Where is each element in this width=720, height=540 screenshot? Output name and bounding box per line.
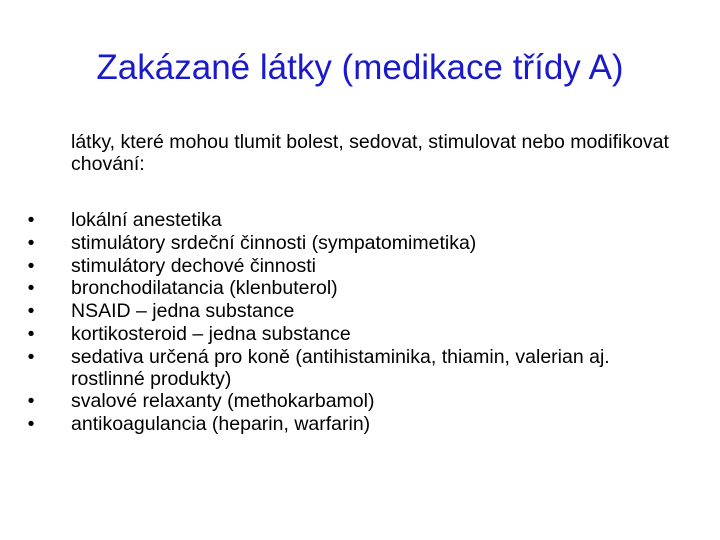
bullet-icon: • [27, 254, 35, 277]
list-item-text: sedativa určená pro koně (antihistaminika, thiamin, valerian aj. rostlinné produkty) [71, 345, 610, 390]
list-item-text: NSAID – jedna substance [71, 300, 295, 322]
slide-title: Zakázané látky (medikace třídy A) [96, 48, 624, 87]
list-item-text: kortikosteroid – jedna substance [71, 322, 351, 345]
list-item [24, 413, 664, 435]
list-item-text: svalové relaxanty (methokarbamol) [71, 390, 375, 413]
list-item-text: bronchodilatancia (klenbuterol) [71, 277, 338, 300]
list-item [24, 390, 664, 412]
bullet-icon: • [27, 390, 35, 413]
list-item [24, 232, 664, 254]
bullet-icon: • [27, 277, 35, 300]
bullet-icon: • [27, 231, 35, 254]
list-item [24, 255, 664, 277]
list-item [24, 300, 664, 322]
bullet-list [24, 209, 664, 436]
bullet-icon: • [27, 209, 35, 231]
bullet-icon: • [27, 345, 35, 368]
list-item-text: lokální anestetika [71, 209, 222, 231]
bullet-icon: • [27, 300, 35, 322]
list-item [24, 209, 664, 231]
list-item-text: stimulátory srdeční činnosti (sympatomimetika) [71, 231, 477, 254]
list-item-text: antikoagulancia (heparin, warfarin) [71, 413, 371, 435]
list-item [24, 346, 664, 390]
bullet-icon: • [27, 413, 35, 435]
list-item-text: stimulátory dechové činnosti [71, 254, 316, 277]
list-item [24, 277, 664, 299]
bullet-icon: • [27, 322, 35, 345]
intro-text: látky, které mohou tlumit bolest, sedovat, stimulovat nebo modifikovat chování: [71, 131, 669, 175]
list-item [24, 323, 664, 345]
